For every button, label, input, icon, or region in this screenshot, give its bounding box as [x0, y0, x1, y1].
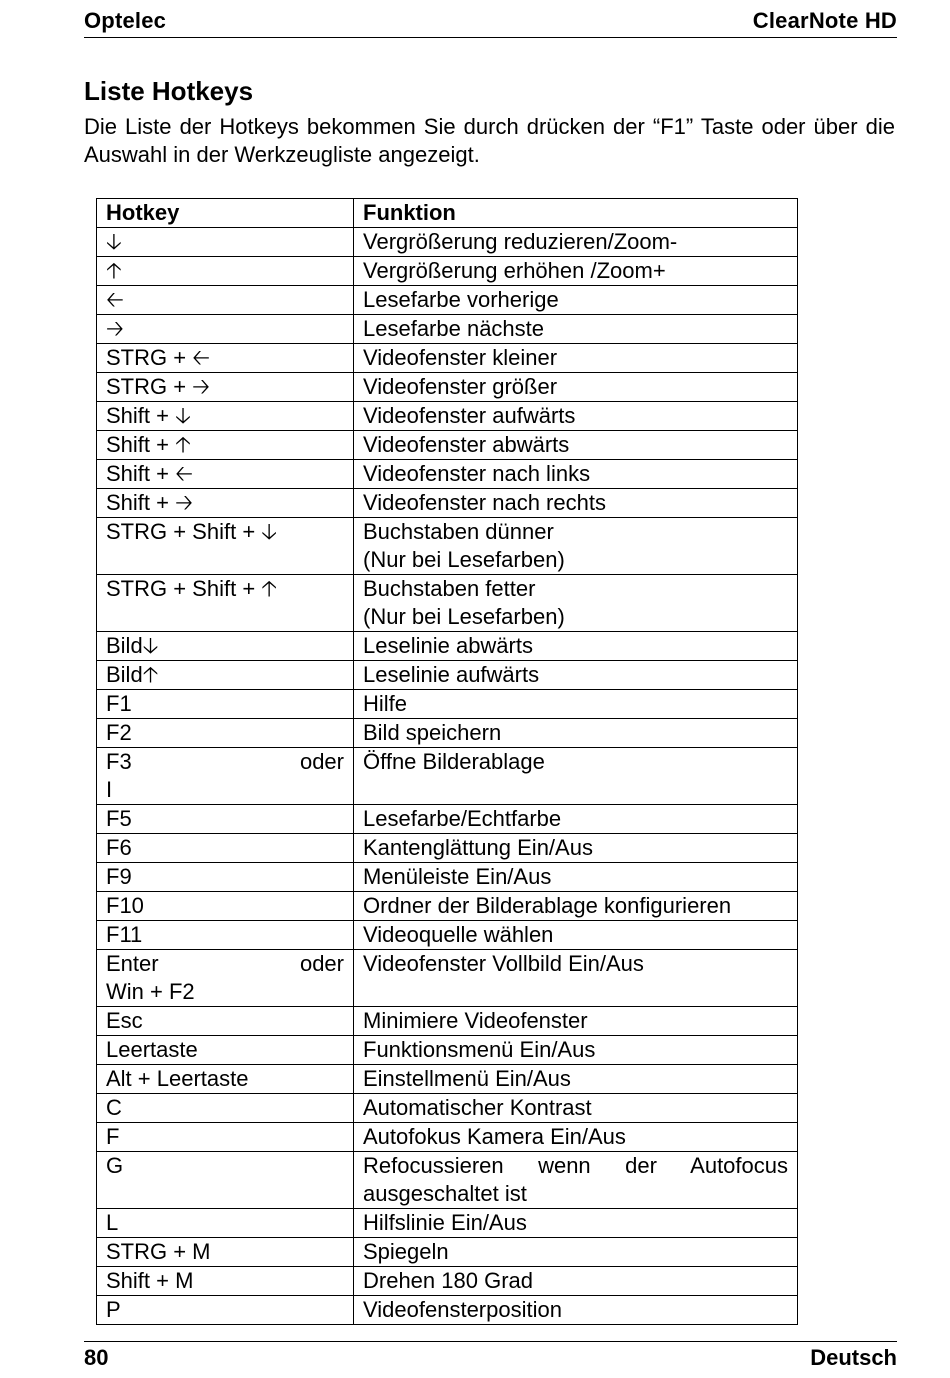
- table-row: [97, 431, 798, 460]
- function-cell: Funktionsmenü Ein/Aus: [354, 1036, 798, 1065]
- hotkey-label: Shift + 🡠: [106, 461, 193, 486]
- table-row: [97, 921, 798, 950]
- hotkey-cell: [97, 1209, 354, 1238]
- table-row: [97, 373, 798, 402]
- table-row: [97, 1065, 798, 1094]
- table-row: [97, 950, 798, 1007]
- hotkey-cell: [97, 632, 354, 661]
- hotkey-label: Alt + Leertaste: [106, 1066, 249, 1091]
- hotkey-cell: [97, 1065, 354, 1094]
- hotkey-label: G: [106, 1153, 124, 1178]
- table-row: [97, 575, 798, 632]
- table-row: [97, 1123, 798, 1152]
- intro-paragraph: Die Liste der Hotkeys bekommen Sie durch drücken der “F1” Taste oder über die Auswahl in der Werkzeugliste angezeigt.: [84, 114, 895, 167]
- hotkey-label: Bild🡣: [106, 633, 159, 658]
- hotkey-label: Esc: [106, 1008, 143, 1033]
- table-row: [97, 1296, 798, 1325]
- hotkey-label: F9: [106, 864, 132, 889]
- function-cell: Videofenster nach rechts: [354, 489, 798, 518]
- hotkey-cell: [97, 489, 354, 518]
- table-row: [97, 518, 798, 575]
- table-row: [97, 286, 798, 315]
- table-row: [97, 632, 798, 661]
- hotkey-cell: [97, 402, 354, 431]
- hotkey-label: F: [106, 1124, 120, 1149]
- hotkey-label: 🡡: [106, 258, 122, 283]
- hotkey-label: 🡢: [106, 316, 124, 341]
- column-header-function: Funktion: [354, 199, 798, 228]
- table-row: [97, 489, 798, 518]
- function-cell: Leselinie aufwärts: [354, 661, 798, 690]
- function-cell: Videofenster größer: [354, 373, 798, 402]
- hotkey-cell: [97, 228, 354, 257]
- table-row: [97, 1036, 798, 1065]
- hotkey-cell: [97, 344, 354, 373]
- header-brand: Optelec: [84, 8, 167, 33]
- hotkey-cell: [97, 1123, 354, 1152]
- column-header-hotkey: Hotkey: [97, 199, 354, 228]
- hotkey-label: 🡣: [106, 229, 122, 254]
- hotkey-line: [106, 748, 344, 776]
- table-header-row: [97, 199, 798, 228]
- hotkey-label: C: [106, 1095, 122, 1120]
- hotkey-label: 🡠: [106, 287, 124, 312]
- function-cell: Kantenglättung Ein/Aus: [354, 834, 798, 863]
- hotkey-cell: [97, 575, 354, 632]
- hotkey-label: Leertaste: [106, 1037, 198, 1062]
- function-cell: Autofokus Kamera Ein/Aus: [354, 1123, 798, 1152]
- section-title: Liste Hotkeys: [84, 76, 254, 106]
- function-cell: Ordner der Bilderablage konfigurieren: [354, 892, 798, 921]
- function-cell: Menüleiste Ein/Aus: [354, 863, 798, 892]
- function-cell: Drehen 180 Grad: [354, 1267, 798, 1296]
- hotkey-label: F11: [106, 922, 143, 947]
- table-row: [97, 892, 798, 921]
- function-cell: Videofenster abwärts: [354, 431, 798, 460]
- hotkey-label: F5: [106, 806, 132, 831]
- hotkey-label: STRG + 🡠: [106, 345, 211, 370]
- hotkey-label: F10: [106, 893, 144, 918]
- table-row: [97, 748, 798, 805]
- function-cell: Refocussieren wenn der Autofocus ausgeschaltet ist: [354, 1152, 798, 1209]
- page-header: [84, 6, 897, 38]
- hotkey-label: P: [106, 1297, 121, 1322]
- table-row: [97, 1209, 798, 1238]
- hotkey-cell: [97, 431, 354, 460]
- page-footer: [84, 1341, 897, 1374]
- hotkey-connector: oder: [299, 749, 344, 774]
- hotkey-label: STRG + Shift + 🡣: [106, 519, 278, 544]
- hotkey-alternative: Win + F2: [106, 979, 195, 1004]
- hotkey-cell: [97, 1152, 354, 1209]
- hotkey-cell: [97, 460, 354, 489]
- hotkey-cell: [97, 1036, 354, 1065]
- hotkey-table: [96, 198, 798, 1325]
- hotkey-label: F2: [106, 720, 132, 745]
- header-product: ClearNote HD: [752, 8, 897, 33]
- function-cell: Minimiere Videofenster: [354, 1007, 798, 1036]
- function-cell: Videofenster kleiner: [354, 344, 798, 373]
- table-row: [97, 805, 798, 834]
- table-row: [97, 690, 798, 719]
- function-cell: Videofenster nach links: [354, 460, 798, 489]
- hotkey-cell: [97, 1007, 354, 1036]
- hotkey-cell: [97, 863, 354, 892]
- hotkey-label: STRG + 🡢: [106, 374, 211, 399]
- function-cell: Einstellmenü Ein/Aus: [354, 1065, 798, 1094]
- hotkey-table-body: [97, 228, 798, 1325]
- hotkey-label: L: [106, 1210, 119, 1235]
- table-row: [97, 257, 798, 286]
- hotkey-cell: [97, 373, 354, 402]
- function-cell: Videofensterposition: [354, 1296, 798, 1325]
- hotkey-cell: [97, 286, 354, 315]
- hotkey-cell: [97, 834, 354, 863]
- hotkey-label: Bild🡡: [106, 662, 159, 687]
- hotkey-label: F1: [106, 691, 132, 716]
- hotkey-label: Shift + 🡡: [106, 432, 191, 457]
- function-cell: Videofenster aufwärts: [354, 402, 798, 431]
- hotkey-connector: oder: [299, 951, 344, 976]
- footer-language: Deutsch: [810, 1345, 897, 1370]
- hotkey-cell: [97, 921, 354, 950]
- function-cell: Hilfe: [354, 690, 798, 719]
- hotkey-cell: [97, 661, 354, 690]
- function-cell: Buchstaben dünner (Nur bei Lesefarben): [354, 518, 798, 575]
- hotkey-alternative: I: [106, 777, 113, 802]
- hotkey-line: [106, 950, 344, 978]
- table-row: [97, 1267, 798, 1296]
- hotkey-label: F3: [106, 749, 132, 774]
- table-row: [97, 228, 798, 257]
- function-cell: Hilfslinie Ein/Aus: [354, 1209, 798, 1238]
- hotkey-label: F6: [106, 835, 132, 860]
- table-row: [97, 863, 798, 892]
- table-row: [97, 1238, 798, 1267]
- function-cell: Lesefarbe nächste: [354, 315, 798, 344]
- table-row: [97, 1094, 798, 1123]
- table-row: [97, 661, 798, 690]
- hotkey-label: Shift + M: [106, 1268, 194, 1293]
- table-row: [97, 460, 798, 489]
- table-row: [97, 1152, 798, 1209]
- function-cell: Videofenster Vollbild Ein/Aus: [354, 950, 798, 1007]
- hotkey-cell: [97, 719, 354, 748]
- function-cell: Buchstaben fetter (Nur bei Lesefarben): [354, 575, 798, 632]
- hotkey-cell: [97, 1267, 354, 1296]
- function-cell: Lesefarbe vorherige: [354, 286, 798, 315]
- function-cell: Videoquelle wählen: [354, 921, 798, 950]
- table-row: [97, 344, 798, 373]
- hotkey-label: STRG + Shift + 🡡: [106, 576, 278, 601]
- hotkey-cell: [97, 1296, 354, 1325]
- table-row: [97, 834, 798, 863]
- hotkey-cell: [97, 805, 354, 834]
- hotkey-cell: [97, 690, 354, 719]
- table-row: [97, 402, 798, 431]
- function-cell: Leselinie abwärts: [354, 632, 798, 661]
- hotkey-cell: [97, 1238, 354, 1267]
- function-cell: Automatischer Kontrast: [354, 1094, 798, 1123]
- function-cell: Vergrößerung reduzieren/Zoom-: [354, 228, 798, 257]
- hotkey-label: Shift + 🡣: [106, 403, 191, 428]
- hotkey-cell: [97, 892, 354, 921]
- hotkey-cell: [97, 257, 354, 286]
- function-cell: Vergrößerung erhöhen /Zoom+: [354, 257, 798, 286]
- hotkey-cell: [97, 748, 354, 805]
- function-cell: Lesefarbe/Echtfarbe: [354, 805, 798, 834]
- hotkey-cell: [97, 1094, 354, 1123]
- table-row: [97, 1007, 798, 1036]
- hotkey-label: Shift + 🡢: [106, 490, 193, 515]
- function-cell: Bild speichern: [354, 719, 798, 748]
- hotkey-label: Enter: [106, 951, 159, 976]
- function-cell: Spiegeln: [354, 1238, 798, 1267]
- table-row: [97, 719, 798, 748]
- hotkey-label: STRG + M: [106, 1239, 211, 1264]
- hotkey-cell: [97, 315, 354, 344]
- hotkey-cell: [97, 518, 354, 575]
- page-number: 80: [84, 1345, 109, 1370]
- hotkey-cell: [97, 950, 354, 1007]
- function-cell: Öffne Bilderablage: [354, 748, 798, 805]
- table-row: [97, 315, 798, 344]
